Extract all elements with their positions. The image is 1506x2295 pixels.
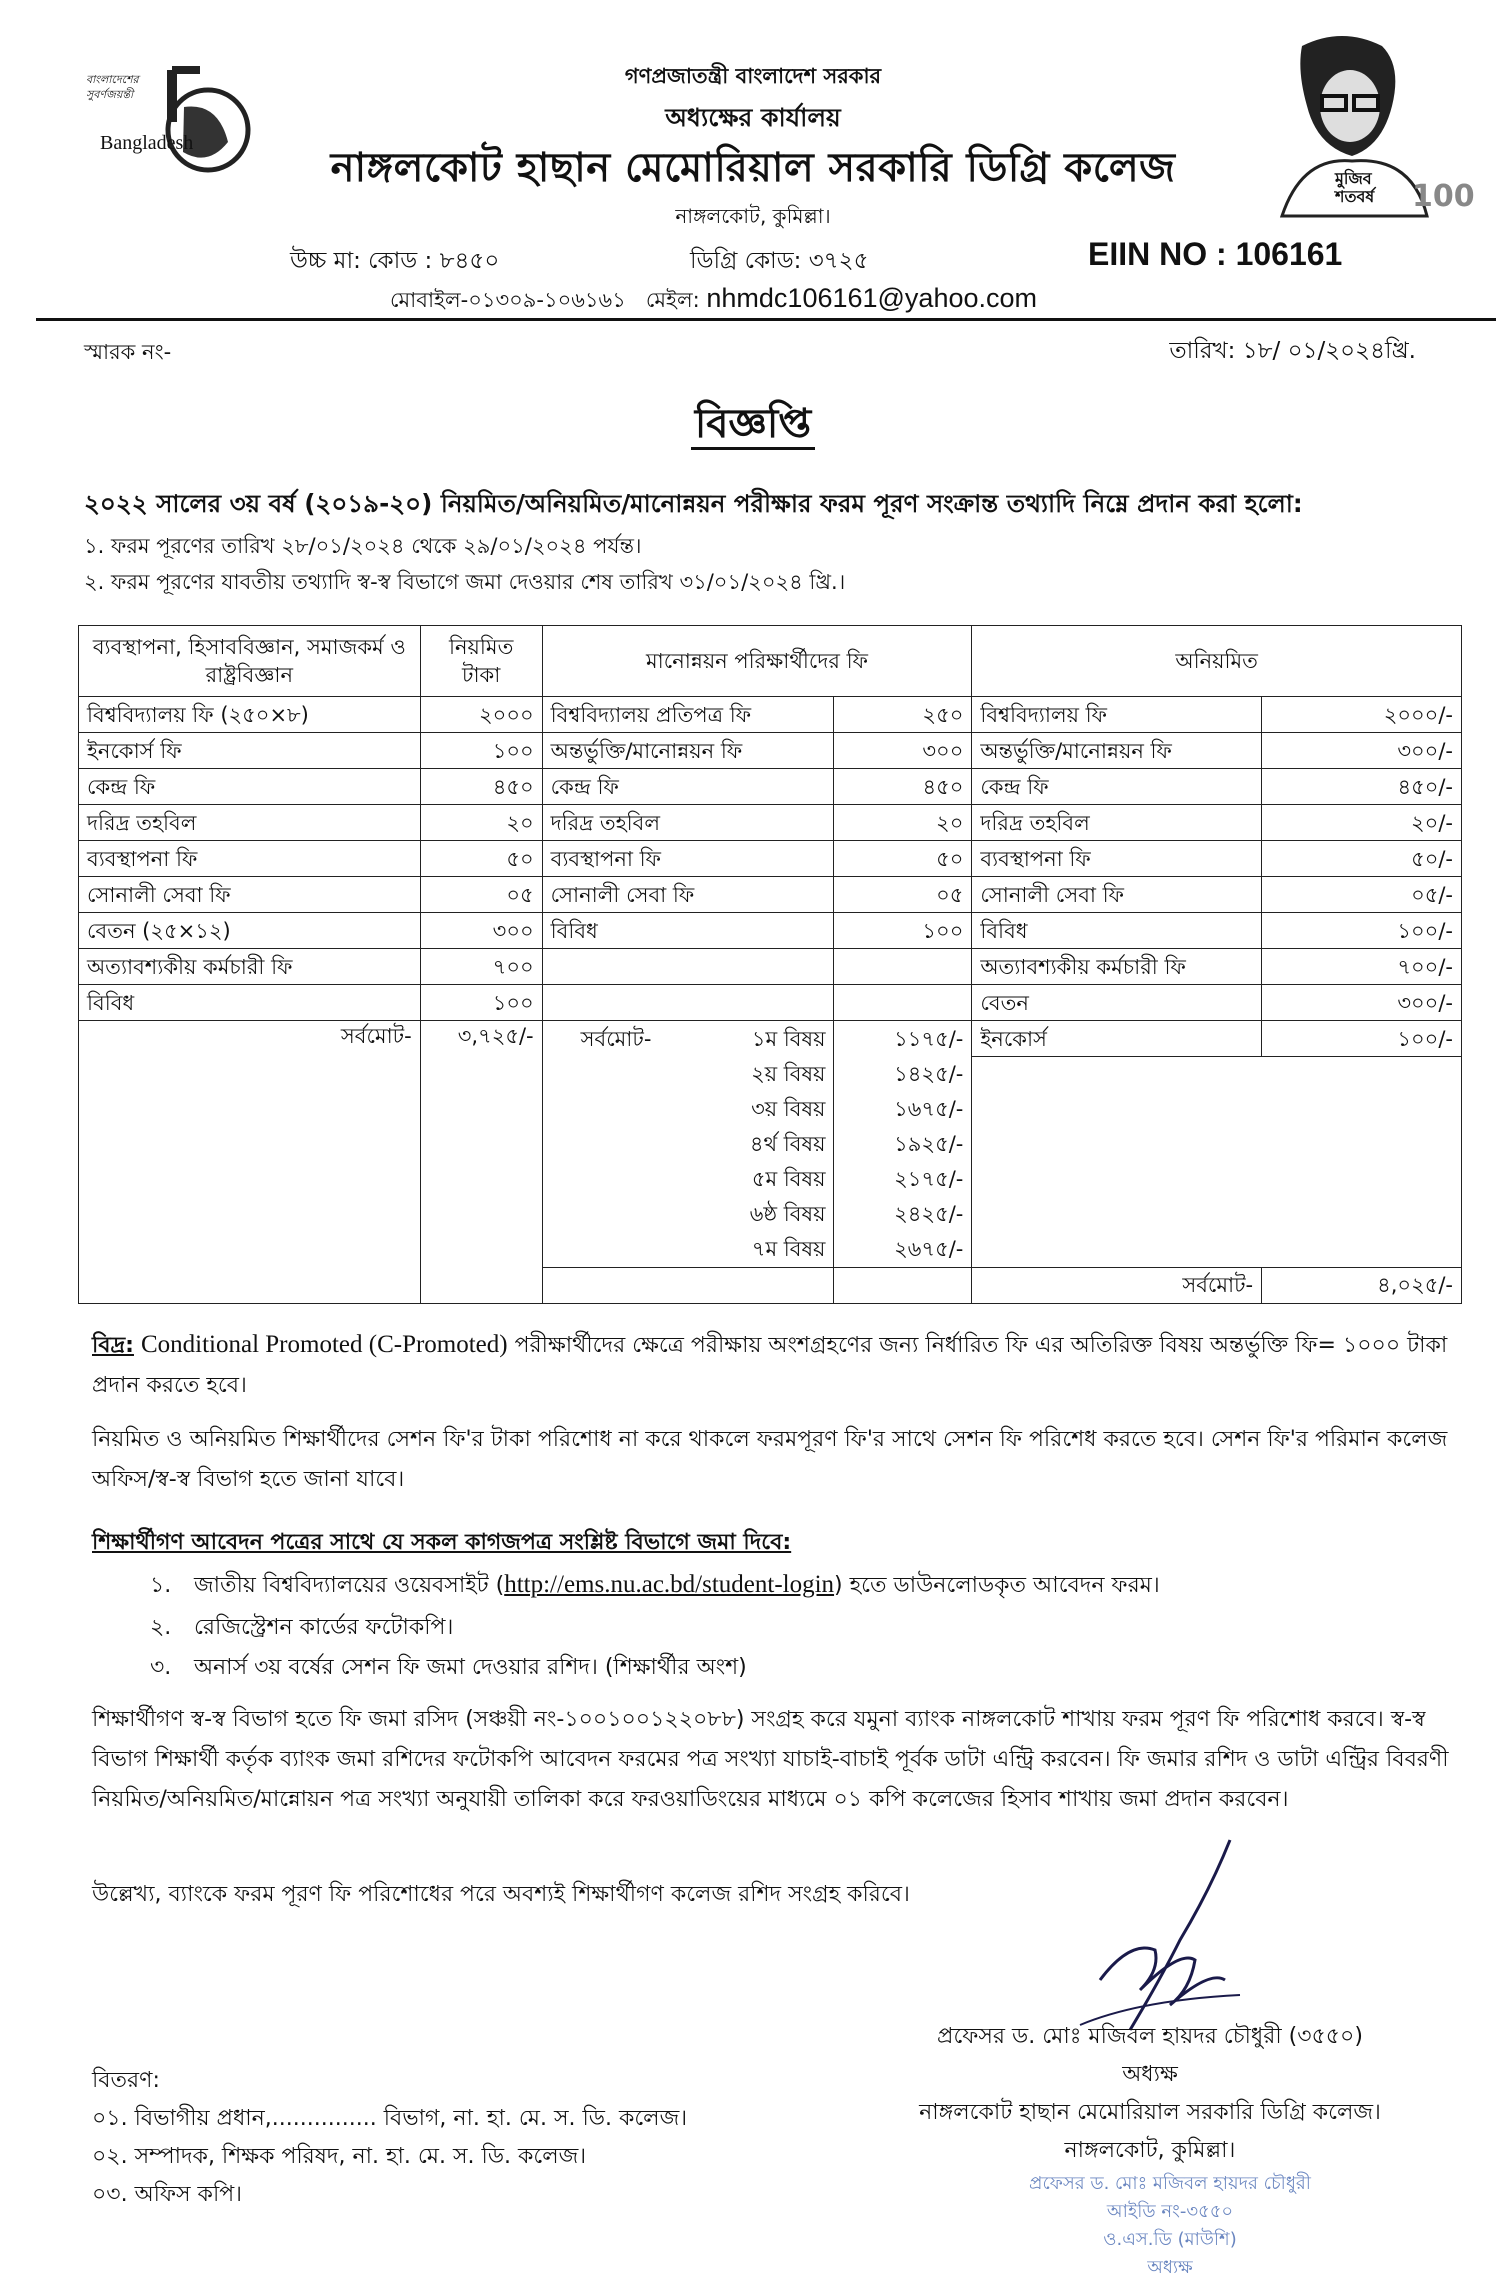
distribution-item: ০২. সম্পাদক, শিক্ষক পরিষদ, না. হা. মে. স. ডি. কলেজ। bbox=[92, 2144, 587, 2169]
regular-amount: ১০০ bbox=[420, 985, 542, 1021]
regular-amount: ৩০০ bbox=[420, 913, 542, 949]
improvement-subject: ৫ম বিষয় bbox=[542, 1162, 834, 1197]
irregular-amount: ৩০০/- bbox=[1262, 985, 1462, 1021]
remark-paragraph: উল্লেখ্য, ব্যাংকে ফরম পূরণ ফি পরিশোধের পরে অবশ্যই শিক্ষার্থীগণ কলেজ রশিদ সংগ্রহ করিবে। bbox=[92, 1882, 910, 1907]
regular-item: বিশ্ববিদ্যালয় ফি (২৫০×৮) bbox=[79, 697, 421, 733]
fee-table bbox=[78, 625, 1462, 1304]
irregular-item: অত্যাবশ্যকীয় কর্মচারী ফি bbox=[972, 949, 1262, 985]
improvement-subject-total: ১৬৭৫/- bbox=[834, 1092, 972, 1127]
right-logo-text: মুজিব শতবর্ষ bbox=[1335, 169, 1375, 206]
regular-amount: ৫০ bbox=[420, 841, 542, 877]
empty-cell bbox=[972, 1057, 1462, 1268]
notice-title-text: বিজ্ঞপ্তি bbox=[691, 401, 815, 450]
signer-role: অধ্যক্ষ bbox=[1122, 2062, 1178, 2087]
improvement-amount: ২০ bbox=[834, 805, 972, 841]
regular-amount: ৪৫০ bbox=[420, 769, 542, 805]
regular-amount: ২০০০ bbox=[420, 697, 542, 733]
notice-title bbox=[0, 392, 1506, 459]
irregular-amount: ৭০০/- bbox=[1262, 949, 1462, 985]
table-row bbox=[79, 769, 1462, 805]
improvement-item: দরিদ্র তহবিল bbox=[542, 805, 834, 841]
official-seal bbox=[900, 2170, 1440, 2282]
document-text-end: ) হতে ডাউনলোডকৃত আবেদন ফরম। bbox=[834, 1573, 1160, 1598]
irregular-amount: ৪৫০/- bbox=[1262, 769, 1462, 805]
empty-cell bbox=[834, 985, 972, 1021]
irregular-item: সোনালী সেবা ফি bbox=[972, 877, 1262, 913]
note-text: পরীক্ষার্থীদের ক্ষেত্রে পরীক্ষায় অংশগ্রহণের জন্য নির্ধারিত ফি এর অতিরিক্ত বিষয় অন্তর্ভুক্তি ফি= ১০০০ টাকা প্রদান করতে হবে। bbox=[92, 1333, 1448, 1398]
regular-total: ৩,৭২৫/- bbox=[420, 1021, 542, 1304]
college-name: নাঙ্গলকোট হাছান মেমোরিয়াল সরকারি ডিগ্রি কলেজ bbox=[330, 145, 1176, 191]
irregular-total: ৪,০২৫/- bbox=[1262, 1267, 1462, 1303]
signature-scribble bbox=[1060, 1830, 1280, 2040]
improvement-subject-total: ১১৭৫/- bbox=[834, 1021, 972, 1057]
notice-line-1: ১. ফরম পূরণের তারিখ ২৮/০১/২০২৪ থেকে ২৯/০১/২০২৪ পর্যন্ত। bbox=[84, 534, 642, 558]
improvement-total-label: সর্বমোট- bbox=[580, 1026, 652, 1051]
irregular-item: ব্যবস্থাপনা ফি bbox=[972, 841, 1262, 877]
college-place: নাঙ্গলকোট, কুমিল্লা। bbox=[675, 204, 831, 228]
seal-line: আইডি নং-৩৫৫০ bbox=[1106, 2201, 1234, 2222]
improvement-subject: ৩য় বিষয় bbox=[542, 1092, 834, 1127]
improvement-subject-total: ১৪২৫/- bbox=[834, 1057, 972, 1092]
empty-cell bbox=[542, 949, 834, 985]
empty-cell bbox=[834, 1267, 972, 1303]
regular-item: ইনকোর্স ফি bbox=[79, 733, 421, 769]
regular-item: অত্যাবশ্যকীয় কর্মচারী ফি bbox=[79, 949, 421, 985]
table-row bbox=[79, 733, 1462, 769]
improvement-item: অন্তর্ভুক্তি/মানোন্নয়ন ফি bbox=[542, 733, 834, 769]
regular-total-label: সর্বমোট- bbox=[79, 1021, 421, 1304]
improvement-item: কেন্দ্র ফি bbox=[542, 769, 834, 805]
svg-text:100: 100 bbox=[1412, 179, 1475, 214]
irregular-item: কেন্দ্র ফি bbox=[972, 769, 1262, 805]
table-header-row bbox=[79, 626, 1462, 697]
hsc-code: উচ্চ মা: কোড : ৮৪৫০ bbox=[290, 248, 500, 274]
header-irregular: অনিয়মিত bbox=[972, 626, 1462, 697]
empty-cell bbox=[542, 1267, 834, 1303]
bank-payment-paragraph: শিক্ষার্থীগণ স্ব-স্ব বিভাগ হতে ফি জমা রসিদ (সঞ্চয়ী নং-১০০১০০১২২০৮৮) সংগ্রহ করে যমুনা ব্যাংক নাঙ্গলকোট শাখায় ফরম পূরণ ফি পরিশোধ করবে। স্ব-স্ব বিভাগ শিক্ষার্থী কর্তৃক ব্যাংক জমা রশিদের ফটোকপি আবেদন ফরমের পত্র সংখ্যা যাচাই-বাচাই পূর্বক ডাটা এন্ট্রি করবেন। ফি জমার রশিদ ও ডাটা এন্ট্রির বিবরণী নিয়মিত/অনিয়মিত/মান্নোয়ন পত্র সংখ্যা অনুযায়ী তালিকা করে ফরওয়াডিংয়ের মাধ্যমে ০১ কপি কলেজের হিসাব শাখায় জমা প্রদান করবেন। bbox=[92, 1707, 1449, 1812]
signer-college: নাঙ্গলকোট হাছান মেমোরিয়াল সরকারি ডিগ্রি কলেজ। bbox=[919, 2100, 1381, 2125]
regular-amount: ০৫ bbox=[420, 877, 542, 913]
notice-subject: ২০২২ সালের ৩য় বর্ষ (২০১৯-২০) নিয়মিত/অনিয়মিত/মানোন্নয়ন পরীক্ষার ফরম পূরণ সংক্রান্ত তথ্যাদি নিম্নে প্রদান করা হলো: bbox=[84, 489, 1303, 518]
irregular-amount: ২০/- bbox=[1262, 805, 1462, 841]
regular-amount: ২০ bbox=[420, 805, 542, 841]
notice-date: তারিখ: ১৮/ ০১/২০২৪খ্রি. bbox=[1169, 338, 1416, 364]
improvement-amount: ৩০০ bbox=[834, 733, 972, 769]
note-head: বিদ্র: bbox=[92, 1333, 134, 1358]
regular-item: দরিদ্র তহবিল bbox=[79, 805, 421, 841]
signature-block bbox=[870, 2018, 1430, 2170]
regular-item: ব্যবস্থাপনা ফি bbox=[79, 841, 421, 877]
header-regular-taka: নিয়মিত টাকা bbox=[420, 626, 542, 697]
document-text: জাতীয় বিশ্ববিদ্যালয়ের ওয়েবসাইট ( bbox=[194, 1573, 505, 1598]
regular-item: সোনালী সেবা ফি bbox=[79, 877, 421, 913]
distribution-item: ০৩. অফিস কপি। bbox=[92, 2182, 243, 2207]
irregular-item: বিবিধ bbox=[972, 913, 1262, 949]
improvement-subject-total: ২৬৭৫/- bbox=[834, 1232, 972, 1268]
irregular-amount: ১০০/- bbox=[1262, 913, 1462, 949]
irregular-amount: ৫০/- bbox=[1262, 841, 1462, 877]
regular-item: বেতন (২৫×১২) bbox=[79, 913, 421, 949]
seal-line: প্রফেসর ড. মোঃ মজিবল হায়দর চৌধুরী bbox=[1029, 2173, 1311, 2194]
document-number: ৩. bbox=[150, 1655, 172, 1680]
distribution-list bbox=[92, 2062, 687, 2214]
contact-line bbox=[390, 283, 1037, 319]
gov-name: গণপ্রজাতন্ত্রী বাংলাদেশ সরকার bbox=[624, 64, 882, 88]
empty-cell bbox=[834, 949, 972, 985]
mobile-number: মোবাইল-০১৩০৯-১০৬১৬১ bbox=[390, 288, 626, 312]
email-label: মেইল: bbox=[645, 288, 700, 312]
irregular-amount: ০৫/- bbox=[1262, 877, 1462, 913]
improvement-item: বিবিধ bbox=[542, 913, 834, 949]
improvement-subject-total: ২১৭৫/- bbox=[834, 1162, 972, 1197]
empty-cell bbox=[542, 985, 834, 1021]
signer-name: প্রফেসর ড. মোঃ মজিবল হায়দর চৌধুরী (৩৫৫০) bbox=[937, 2024, 1363, 2049]
improvement-subject: ৬ষ্ঠ বিষয় bbox=[542, 1197, 834, 1232]
nu-website-link[interactable]: http://ems.nu.ac.bd/student-login bbox=[504, 1571, 835, 1598]
improvement-amount: ১০০ bbox=[834, 913, 972, 949]
memo-number: স্মারক নং- bbox=[84, 340, 172, 364]
note-en: Conditional Promoted (C-Promoted) bbox=[140, 1331, 508, 1358]
notice-line-2: ২. ফরম পূরণের যাবতীয় তথ্যাদি স্ব-স্ব বিভাগে জমা দেওয়ার শেষ তারিখ ৩১/০১/২০২৪ খ্রি.। bbox=[84, 570, 846, 594]
irregular-item: ইনকোর্স bbox=[972, 1021, 1262, 1057]
improvement-amount: ৪৫০ bbox=[834, 769, 972, 805]
seal-line: ও.এস.ডি (মাউশি) bbox=[1103, 2229, 1237, 2250]
improvement-amount: ০৫ bbox=[834, 877, 972, 913]
improvement-item: সোনালী সেবা ফি bbox=[542, 877, 834, 913]
irregular-amount: ৩০০/- bbox=[1262, 733, 1462, 769]
email-address: nhmdc106161@yahoo.com bbox=[706, 283, 1038, 313]
regular-item: বিবিধ bbox=[79, 985, 421, 1021]
regular-amount: ১০০ bbox=[420, 733, 542, 769]
table-row bbox=[79, 697, 1462, 733]
irregular-item: অন্তর্ভুক্তি/মানোন্নয়ন ফি bbox=[972, 733, 1262, 769]
signer-place: নাঙ্গলকোট, কুমিল্লা। bbox=[1064, 2138, 1236, 2163]
header-improvement: মানোন্নয়ন পরিক্ষার্থীদের ফি bbox=[542, 626, 972, 697]
header-group-regular: ব্যবস্থাপনা, হিসাববিজ্ঞান, সমাজকর্ম ও রাষ্ট্রবিজ্ঞান bbox=[79, 626, 421, 697]
distribution-heading: বিতরণ: bbox=[92, 2068, 160, 2093]
documents-heading: শিক্ষার্থীগণ আবেদন পত্রের সাথে যে সকল কাগজপত্র সংশ্লিষ্ট বিভাগে জমা দিবে: bbox=[92, 1530, 792, 1555]
header-divider bbox=[36, 318, 1496, 321]
table-row bbox=[79, 805, 1462, 841]
seal-line: অধ্যক্ষ bbox=[1147, 2257, 1193, 2278]
improvement-item: বিশ্ববিদ্যালয় প্রতিপত্র ফি bbox=[542, 697, 834, 733]
irregular-item: বিশ্ববিদ্যালয় ফি bbox=[972, 697, 1262, 733]
table-row bbox=[79, 985, 1462, 1021]
improvement-subject-total: ২৪২৫/- bbox=[834, 1197, 972, 1232]
degree-code: ডিগ্রি কোড: ৩৭২৫ bbox=[690, 248, 869, 274]
session-fee-paragraph: নিয়মিত ও অনিয়মিত শিক্ষার্থীদের সেশন ফি'র টাকা পরিশোধ না করে থাকলে ফরমপূরণ ফি'র সাথে সেশন ফি পরিশেধ করতে হবে। সেশন ফি'র পরিমান কলেজ অফিস/স্ব-স্ব বিভাগ হতে জানা যাবে। bbox=[92, 1427, 1448, 1492]
document-item bbox=[150, 1650, 747, 1687]
distribution-item: ০১. বিভাগীয় প্রধান,............... বিভাগ, না. হা. মে. স. ডি. কলেজ। bbox=[92, 2106, 688, 2131]
document-text: রেজিস্ট্রেশন কার্ডের ফটোকপি। bbox=[194, 1615, 454, 1640]
table-row bbox=[79, 877, 1462, 913]
improvement-item: ব্যবস্থাপনা ফি bbox=[542, 841, 834, 877]
table-row bbox=[79, 913, 1462, 949]
left-logo-text: Bangladesh bbox=[100, 132, 194, 154]
irregular-item: বেতন bbox=[972, 985, 1262, 1021]
document-text: অনার্স ৩য় বর্ষের সেশন ফি জমা দেওয়ার রশিদ। (শিক্ষার্থীর অংশ) bbox=[194, 1655, 747, 1680]
irregular-total-label: সর্বমোট- bbox=[972, 1267, 1262, 1303]
improvement-amount: ৫০ bbox=[834, 841, 972, 877]
irregular-item: দরিদ্র তহবিল bbox=[972, 805, 1262, 841]
improvement-subject: ১ম বিষয় bbox=[751, 1026, 826, 1051]
improvement-amount: ২৫০ bbox=[834, 697, 972, 733]
irregular-amount: ১০০/- bbox=[1262, 1021, 1462, 1057]
c-promoted-note bbox=[92, 1325, 1458, 1406]
regular-item: কেন্দ্র ফি bbox=[79, 769, 421, 805]
table-row bbox=[79, 841, 1462, 877]
table-row bbox=[79, 1021, 1462, 1057]
office-name: অধ্যক্ষের কার্যালয় bbox=[665, 103, 841, 132]
document-item bbox=[150, 1568, 1160, 1605]
eiin-number: EIIN NO : 106161 bbox=[1088, 236, 1343, 272]
regular-amount: ৭০০ bbox=[420, 949, 542, 985]
table-row bbox=[79, 949, 1462, 985]
improvement-subject: ৪র্থ বিষয় bbox=[542, 1127, 834, 1162]
improvement-subject: ২য় বিষয় bbox=[542, 1057, 834, 1092]
document-item bbox=[150, 1610, 453, 1647]
left-logo-small-text: বাংলাদেশের সুবর্ণজয়ন্তী bbox=[86, 73, 139, 101]
document-number: ১. bbox=[150, 1573, 172, 1598]
improvement-subject-total: ১৯২৫/- bbox=[834, 1127, 972, 1162]
improvement-subject: ৭ম বিষয় bbox=[542, 1232, 834, 1268]
irregular-amount: ২০০০/- bbox=[1262, 697, 1462, 733]
document-number: ২. bbox=[150, 1615, 172, 1640]
